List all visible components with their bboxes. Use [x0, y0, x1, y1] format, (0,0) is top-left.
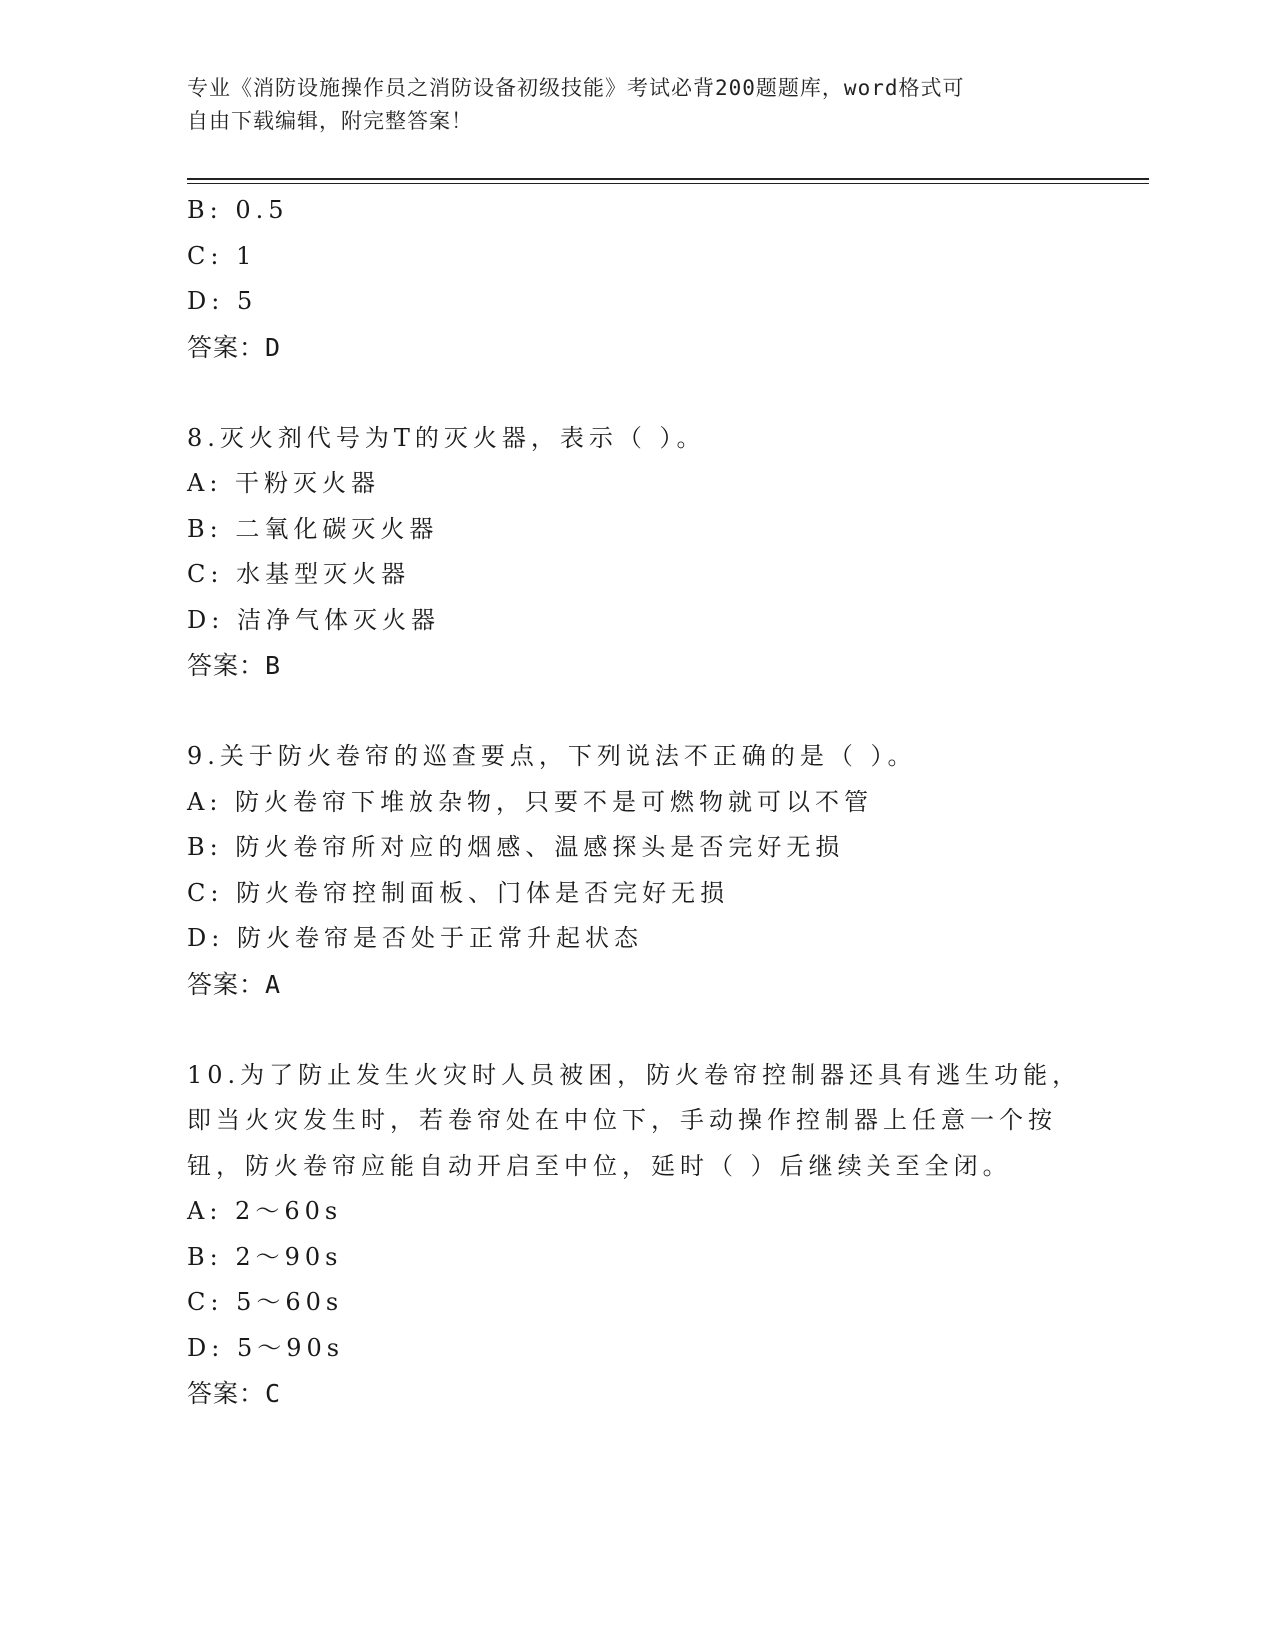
spacer — [187, 1007, 1067, 1053]
option-c: C: 防火卷帘控制面板、门体是否完好无损 — [187, 878, 730, 907]
option-b: B: 二氧化碳灭火器 — [187, 514, 439, 543]
header-line-2: 自由下载编辑，附完整答案！ — [187, 109, 473, 133]
document-body — [187, 188, 1082, 1417]
question-7-continued — [187, 188, 1067, 370]
answer-line: 答案：A — [187, 969, 282, 999]
question-stem-line-3: 钮，防火卷帘应能自动开启至中位，延时（ ）后继续关至全闭。 — [187, 1151, 1012, 1180]
option-c: C: 水基型灭火器 — [187, 560, 411, 588]
option-d: D: 防火卷帘是否处于正常升起状态 — [187, 924, 643, 952]
spacer — [187, 689, 1067, 735]
option-b: B: 防火卷帘所对应的烟感、温感探头是否完好无损 — [187, 833, 845, 861]
option-d: D: 5 — [187, 287, 258, 315]
question-8 — [187, 416, 1067, 689]
option-a: A: 2～60s — [187, 1197, 343, 1225]
document-header — [187, 72, 1067, 138]
question-stem-line-1: 10.为了防止发生火灾时人员被困，防火卷帘控制器还具有逃生功能， — [187, 1060, 1082, 1089]
question-9 — [187, 734, 1067, 1007]
question-stem: 8.灭火剂代号为T的灭火器，表示（ ）。 — [187, 423, 706, 452]
option-b: B: 2～90s — [187, 1242, 343, 1271]
option-b: B: 0.5 — [187, 196, 289, 224]
option-c: C: 5～60s — [187, 1288, 344, 1316]
question-10 — [187, 1053, 1082, 1417]
option-d: D: 洁净气体灭火器 — [187, 605, 440, 634]
header-rule-thin — [187, 183, 1149, 184]
header-rule-thick — [187, 178, 1149, 180]
option-a: A: 防火卷帘下堆放杂物，只要不是可燃物就可以不管 — [187, 787, 874, 816]
question-stem: 9.关于防火卷帘的巡查要点，下列说法不正确的是（ ）。 — [187, 742, 917, 770]
spacer — [187, 370, 1067, 416]
header-line-1: 专业《消防设施操作员之消防设备初级技能》考试必背200题题库，word格式可 — [187, 76, 965, 100]
option-a: A: 干粉灭火器 — [187, 469, 381, 497]
question-stem-line-2: 即当火灾发生时，若卷帘处在中位下，手动操作控制器上任意一个按 — [187, 1106, 1057, 1134]
option-c: C: 1 — [187, 241, 257, 270]
answer-line: 答案：D — [187, 332, 282, 362]
answer-line: 答案：C — [187, 1379, 282, 1408]
option-d: D: 5～90s — [187, 1333, 345, 1362]
answer-line: 答案：B — [187, 651, 282, 680]
